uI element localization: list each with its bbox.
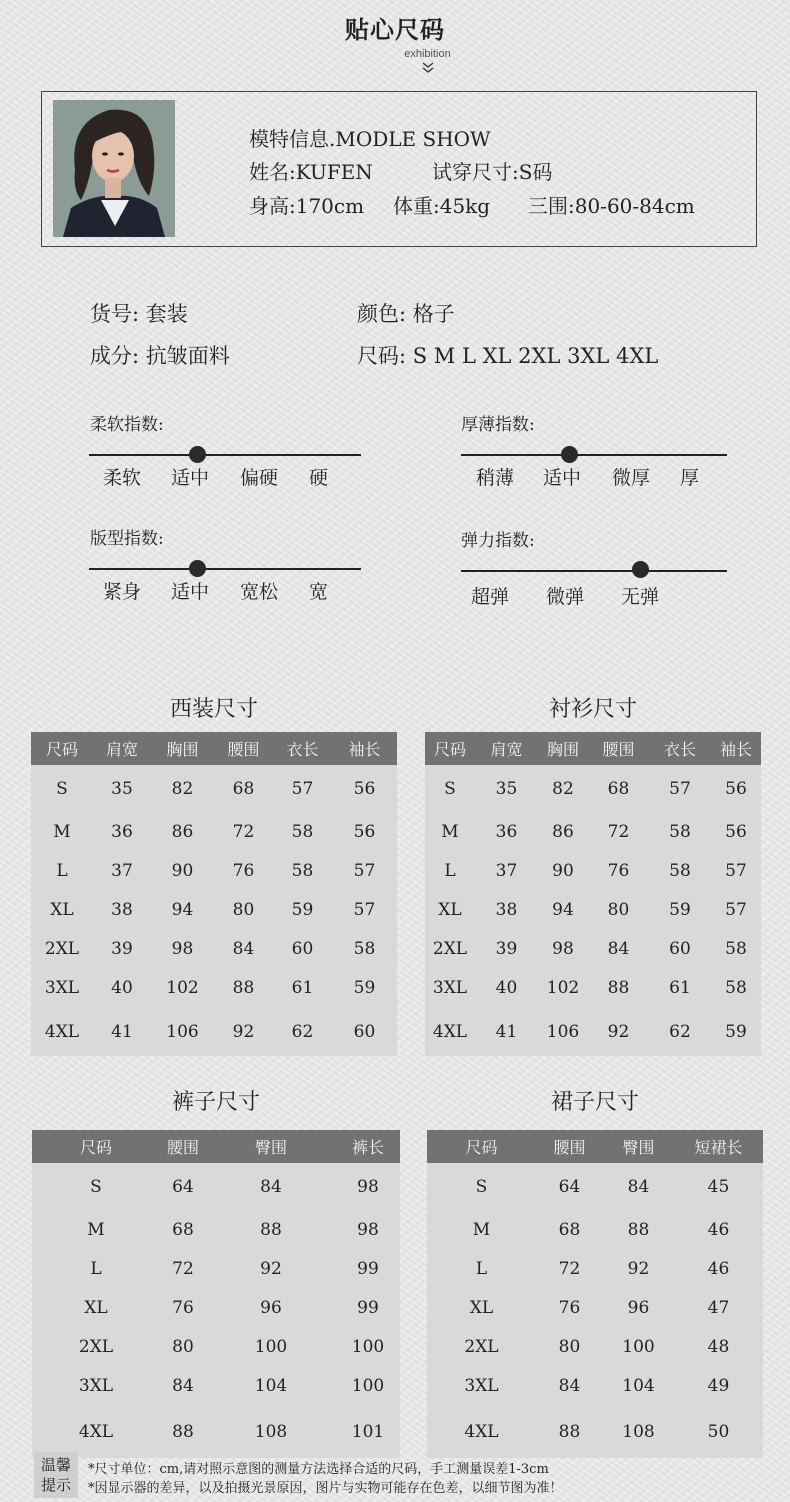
table-cell: 64	[558, 1176, 581, 1197]
table-cell: 92	[607, 1021, 630, 1042]
table-cell: XL	[469, 1297, 494, 1318]
table-cell: 68	[607, 778, 630, 799]
table-cell: 96	[260, 1297, 282, 1318]
thickness-option: 适中	[543, 467, 582, 489]
softness-option: 柔软	[103, 467, 142, 489]
table-cell: 80	[232, 899, 255, 920]
table-cell: 56	[353, 778, 376, 799]
shirt-table-title: 衬衫尺寸	[548, 697, 637, 722]
model-measurements: 三围:80-60-84cm	[528, 194, 695, 218]
table-cell: 35	[111, 778, 133, 799]
table-row	[32, 1163, 400, 1210]
fit-option: 宽	[309, 581, 329, 603]
table-row	[31, 1007, 397, 1056]
column-header: 袖长	[332, 732, 397, 765]
table-cell: 58	[291, 821, 314, 842]
table-row	[425, 968, 761, 1007]
table-cell: 82	[171, 778, 194, 799]
table-cell: 88	[172, 1421, 194, 1442]
table-cell: 98	[357, 1219, 379, 1240]
fit-option: 宽松	[240, 581, 279, 603]
table-row	[427, 1163, 763, 1210]
table-cell: 61	[669, 977, 691, 998]
shirt-size-table	[425, 732, 761, 1056]
table-cell: 68	[558, 1219, 581, 1240]
spec-material: 成分: 抗皱面料	[90, 344, 230, 368]
thickness-option: 微厚	[612, 467, 651, 489]
table-cell: 41	[111, 1021, 133, 1042]
table-row	[427, 1210, 763, 1249]
table-row	[31, 929, 397, 968]
column-header: 臀围	[603, 1130, 674, 1163]
table-cell: 46	[707, 1219, 730, 1240]
tips-badge	[34, 1452, 78, 1498]
table-row	[32, 1249, 400, 1288]
skirt-size-table	[427, 1130, 763, 1458]
table-cell: 35	[495, 778, 518, 799]
column-header: 尺码	[425, 732, 475, 765]
softness-option: 偏硬	[240, 467, 279, 489]
table-cell: 98	[552, 938, 574, 959]
table-cell: 102	[166, 977, 199, 998]
column-header: 臀围	[206, 1130, 336, 1163]
table-cell: 59	[353, 977, 376, 998]
tips-label: 温馨	[40, 1456, 71, 1474]
table-cell: 57	[725, 860, 747, 881]
column-header: 肩宽	[93, 732, 151, 765]
table-cell: 40	[495, 977, 518, 998]
table-cell: 94	[552, 899, 574, 920]
table-cell: 72	[172, 1258, 194, 1279]
table-cell: 50	[707, 1421, 730, 1442]
table-cell: 48	[707, 1336, 730, 1357]
table-cell: 2XL	[78, 1336, 114, 1357]
table-cell: 100	[351, 1375, 385, 1396]
thickness-option: 稍薄	[476, 467, 515, 489]
column-header: 尺码	[32, 1130, 160, 1163]
table-cell: 102	[546, 977, 580, 998]
suit-size-table	[31, 732, 397, 1056]
table-cell: 39	[495, 938, 518, 959]
table-cell: XL	[84, 1297, 108, 1318]
table-cell: 98	[171, 938, 194, 959]
table-cell: 2XL	[464, 1336, 499, 1357]
elasticity-index-label: 弹力指数:	[461, 531, 535, 551]
column-header: 袖长	[711, 732, 761, 765]
table-cell: S	[475, 1176, 488, 1197]
table-row	[31, 765, 397, 812]
table-cell: 49	[707, 1375, 730, 1396]
model-height: 身高:170cm	[249, 194, 365, 218]
thickness-index-marker	[561, 446, 578, 463]
table-cell: S	[444, 778, 456, 799]
table-cell: 72	[607, 821, 630, 842]
table-cell: 100	[351, 1336, 385, 1357]
table-cell: 72	[232, 821, 255, 842]
model-name: 姓名:KUFEN	[249, 160, 373, 184]
table-cell: 68	[172, 1219, 194, 1240]
table-cell: 92	[627, 1258, 650, 1279]
spec-color: 颜色: 格子	[357, 302, 455, 326]
softness-index-track	[89, 454, 361, 456]
model-info-heading: 模特信息.MODLE SHOW	[249, 127, 491, 151]
table-cell: 57	[725, 899, 747, 920]
table-cell: 62	[291, 1021, 314, 1042]
elasticity-index-marker	[632, 561, 649, 578]
table-cell: 84	[627, 1176, 650, 1197]
table-cell: 108	[254, 1421, 288, 1442]
table-cell: 88	[232, 977, 255, 998]
table-row	[425, 929, 761, 968]
table-cell: 4XL	[464, 1421, 499, 1442]
thickness-option: 厚	[680, 467, 700, 489]
table-cell: L	[475, 1258, 488, 1279]
table-cell: 3XL	[44, 977, 80, 998]
table-cell: L	[90, 1258, 102, 1279]
table-cell: 80	[558, 1336, 581, 1357]
table-cell: 72	[558, 1258, 581, 1279]
table-cell: 2XL	[44, 938, 80, 959]
table-cell: 90	[171, 860, 194, 881]
table-cell: 88	[558, 1421, 581, 1442]
table-row	[427, 1366, 763, 1405]
column-header: 胸围	[538, 732, 588, 765]
table-row	[31, 968, 397, 1007]
table-cell: 41	[495, 1021, 518, 1042]
elasticity-option: 无弹	[621, 586, 660, 608]
table-cell: 2XL	[432, 938, 468, 959]
table-cell: 98	[357, 1176, 379, 1197]
table-cell: 59	[725, 1021, 747, 1042]
fit-index-label: 版型指数:	[90, 529, 164, 549]
table-cell: 86	[552, 821, 574, 842]
table-cell: 76	[607, 860, 630, 881]
table-cell: 84	[558, 1375, 581, 1396]
table-cell: 104	[622, 1375, 655, 1396]
thickness-index-track	[461, 454, 727, 456]
table-row	[32, 1405, 400, 1458]
table-cell: S	[90, 1176, 102, 1197]
softness-index-marker	[189, 446, 206, 463]
table-cell: 106	[166, 1021, 199, 1042]
table-row	[425, 765, 761, 812]
fit-option: 紧身	[103, 581, 142, 603]
table-cell: 39	[111, 938, 133, 959]
table-cell: XL	[438, 899, 462, 920]
table-cell: M	[53, 821, 71, 842]
column-header: 衣长	[273, 732, 332, 765]
table-cell: 37	[495, 860, 518, 881]
table-cell: 57	[353, 860, 376, 881]
table-cell: 58	[725, 938, 747, 959]
table-cell: 84	[172, 1375, 194, 1396]
table-cell: 96	[627, 1297, 650, 1318]
table-cell: 58	[725, 977, 747, 998]
table-cell: 88	[607, 977, 630, 998]
fit-option: 适中	[171, 581, 210, 603]
table-cell: 68	[232, 778, 255, 799]
table-cell: L	[56, 860, 68, 881]
spec-sizes: 尺码: S M L XL 2XL 3XL 4XL	[357, 344, 659, 368]
column-header: 衣长	[649, 732, 711, 765]
table-cell: 38	[111, 899, 133, 920]
table-cell: 57	[353, 899, 376, 920]
tip-line-1: *尺寸单位：cm,请对照示意图的测量方法选择合适的尺码，手工测量误差1-3cm	[88, 1462, 549, 1477]
table-cell: 80	[607, 899, 630, 920]
table-cell: 88	[260, 1219, 282, 1240]
table-row	[32, 1288, 400, 1327]
table-cell: 92	[232, 1021, 255, 1042]
column-header: 腰围	[588, 732, 649, 765]
table-cell: 4XL	[44, 1021, 80, 1042]
column-header: 裤长	[336, 1130, 400, 1163]
elasticity-option: 超弹	[471, 586, 510, 608]
tip-line-2: *因显示器的差异，以及拍摄光景原因，图片与实物可能存在色差，以细节图为准！	[88, 1481, 563, 1496]
table-row	[425, 851, 761, 890]
table-cell: 100	[254, 1336, 288, 1357]
double-chevron-down-icon	[418, 61, 438, 75]
table-cell: 108	[622, 1421, 655, 1442]
tips-label: 提示	[40, 1476, 71, 1494]
table-cell: 46	[707, 1258, 730, 1279]
table-cell: 76	[558, 1297, 581, 1318]
table-cell: 36	[495, 821, 518, 842]
table-cell: 76	[232, 860, 255, 881]
table-cell: 56	[725, 821, 747, 842]
table-cell: 90	[552, 860, 574, 881]
column-header: 尺码	[427, 1130, 536, 1163]
elasticity-option: 微弹	[546, 586, 585, 608]
softness-index-label: 柔软指数:	[90, 415, 164, 435]
table-cell: 59	[669, 899, 691, 920]
pants-table-title: 裤子尺寸	[171, 1090, 260, 1115]
table-cell: 58	[669, 821, 691, 842]
softness-option: 适中	[171, 467, 210, 489]
table-cell: 64	[172, 1176, 194, 1197]
table-cell: 86	[171, 821, 194, 842]
table-row	[427, 1405, 763, 1458]
table-cell: 3XL	[78, 1375, 114, 1396]
table-row	[31, 851, 397, 890]
table-cell: 4XL	[432, 1021, 468, 1042]
table-cell: 106	[546, 1021, 580, 1042]
table-row	[425, 890, 761, 929]
table-cell: 38	[495, 899, 518, 920]
table-cell: 58	[291, 860, 314, 881]
table-cell: 37	[111, 860, 133, 881]
table-row	[31, 890, 397, 929]
thickness-index-label: 厚薄指数:	[461, 415, 535, 435]
model-portrait	[53, 100, 175, 237]
table-cell: L	[444, 860, 456, 881]
softness-option: 硬	[309, 467, 329, 489]
table-cell: 104	[254, 1375, 288, 1396]
column-header: 腰围	[160, 1130, 206, 1163]
table-cell: 88	[627, 1219, 650, 1240]
table-cell: XL	[50, 899, 74, 920]
table-cell: M	[87, 1219, 105, 1240]
spec-item-no: 货号: 套装	[90, 302, 188, 326]
fit-index-track	[89, 568, 361, 570]
column-header: 肩宽	[475, 732, 538, 765]
table-cell: 4XL	[78, 1421, 114, 1442]
table-cell: 3XL	[464, 1375, 499, 1396]
table-cell: 45	[707, 1176, 730, 1197]
table-row	[32, 1210, 400, 1249]
table-cell: 47	[707, 1297, 730, 1318]
table-cell: M	[441, 821, 459, 842]
column-header: 腰围	[536, 1130, 603, 1163]
table-cell: 100	[622, 1336, 655, 1357]
table-cell: 3XL	[432, 977, 468, 998]
table-cell: 58	[353, 938, 376, 959]
table-cell: 99	[357, 1258, 379, 1279]
elasticity-index-track	[461, 570, 727, 572]
table-cell: 60	[353, 1021, 376, 1042]
table-cell: 56	[353, 821, 376, 842]
page-subtitle: exhibition	[404, 48, 451, 60]
table-cell: 60	[291, 938, 314, 959]
column-header: 腰围	[214, 732, 273, 765]
table-cell: 84	[260, 1176, 282, 1197]
table-cell: 36	[111, 821, 133, 842]
fit-index-marker	[189, 560, 206, 577]
skirt-table-title: 裙子尺寸	[550, 1090, 639, 1115]
table-cell: 92	[260, 1258, 282, 1279]
column-header: 胸围	[151, 732, 214, 765]
table-row	[32, 1366, 400, 1405]
table-cell: 94	[171, 899, 194, 920]
table-row	[32, 1327, 400, 1366]
table-row	[425, 812, 761, 851]
model-weight: 体重:45kg	[393, 194, 491, 218]
model-try-size: 试穿尺寸:S码	[432, 160, 553, 184]
table-row	[427, 1327, 763, 1366]
table-cell: 84	[232, 938, 255, 959]
table-cell: 56	[725, 778, 747, 799]
table-cell: 58	[669, 860, 691, 881]
table-cell: 82	[552, 778, 574, 799]
table-cell: 57	[669, 778, 691, 799]
table-cell: 62	[669, 1021, 691, 1042]
table-cell: 60	[669, 938, 691, 959]
table-row	[31, 812, 397, 851]
table-cell: 101	[351, 1421, 385, 1442]
table-cell: 40	[111, 977, 133, 998]
table-cell: 80	[172, 1336, 194, 1357]
table-cell: M	[472, 1219, 491, 1240]
table-cell: 76	[172, 1297, 194, 1318]
column-header: 短裙长	[674, 1130, 763, 1163]
table-cell: 61	[291, 977, 314, 998]
table-row	[427, 1288, 763, 1327]
table-cell: S	[56, 778, 68, 799]
table-row	[425, 1007, 761, 1056]
pants-size-table	[32, 1130, 400, 1458]
column-header: 尺码	[31, 732, 93, 765]
table-cell: 84	[607, 938, 630, 959]
table-cell: 57	[291, 778, 314, 799]
table-cell: 99	[357, 1297, 379, 1318]
suit-table-title: 西装尺寸	[169, 697, 258, 722]
table-row	[427, 1249, 763, 1288]
page-title: 贴心尺码	[345, 15, 445, 44]
table-cell: 59	[291, 899, 314, 920]
